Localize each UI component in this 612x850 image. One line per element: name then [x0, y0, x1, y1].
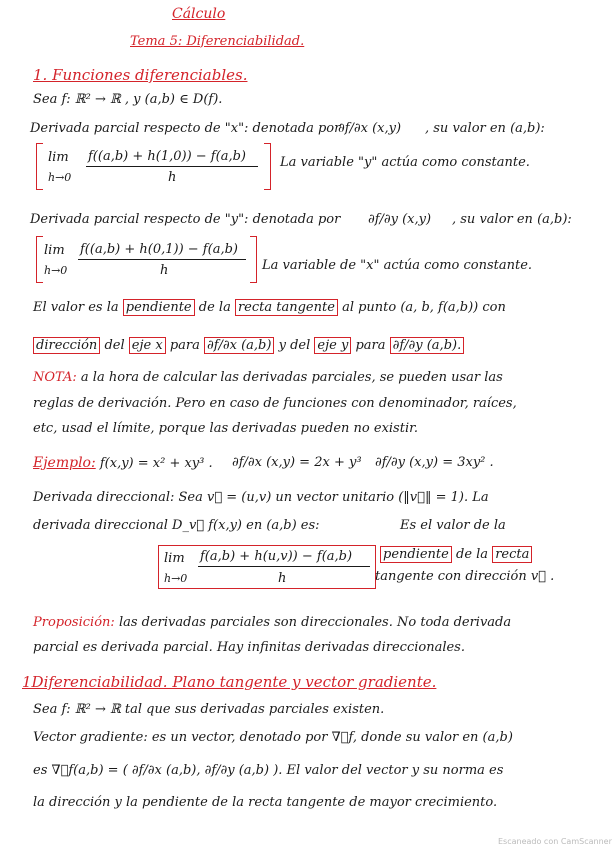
value-text-1a: El valor es la — [33, 300, 119, 315]
eje-y-box: eje y — [314, 337, 351, 354]
page-title: Cálculo — [172, 6, 226, 22]
directional-note-3: tangente con dirección v⃗ . — [375, 569, 555, 584]
dfdx-box: ∂f/∂x (a,b) — [204, 337, 274, 354]
gradient-line-1: Vector gradiente: es un vector, denotado por ∇⃗f, donde su valor en (a,b) — [33, 730, 513, 745]
proposicion-line-2: parcial es derivada parcial. Hay infinitas derivadas direccionales. — [33, 640, 465, 655]
direccion-box: dirección — [33, 337, 100, 354]
nota-line-3: etc, usad el límite, porque las derivadas pueden no existir. — [33, 421, 419, 436]
limit-x-lim: lim — [48, 150, 69, 165]
ejemplo-dfdx: ∂f/∂x (x,y) = 2x + y³ — [232, 455, 362, 470]
limit-y-fraction-line — [78, 259, 246, 260]
limit-y-denominator: h — [160, 263, 169, 278]
value-text-2d: para — [355, 338, 386, 353]
recta-tangente-box: recta tangente — [235, 299, 338, 316]
ejemplo-dfdy: ∂f/∂y (x,y) = 3xy² . — [375, 455, 494, 470]
partial-y-text: Derivada parcial respecto de "y": denotada por — [30, 212, 341, 227]
eje-x-box: eje x — [129, 337, 166, 354]
directional-note-2 — [380, 547, 532, 563]
directional-fraction-line — [198, 566, 370, 567]
scanner-watermark: Escaneado con CamScanner — [498, 837, 612, 846]
section-1-heading: 1. Funciones diferenciables. — [33, 66, 248, 84]
limit-x-numerator: f((a,b) + h(1,0)) − f(a,b) — [88, 149, 246, 164]
directional-line-2: derivada direccional D_v⃗ f(x,y) en (a,b) es: — [33, 518, 320, 533]
limit-x-denominator: h — [168, 170, 177, 185]
proposicion-label: Proposición: — [33, 615, 115, 630]
value-text-1c: al punto (a, b, f(a,b)) con — [342, 300, 506, 315]
limit-y-bracket-left — [36, 236, 43, 283]
limit-x-note: La variable "y" actúa como constante. — [280, 155, 530, 170]
page-subtitle: Tema 5: Diferenciabilidad. — [130, 34, 305, 49]
dfdy-box: ∂f/∂y (a,b). — [390, 337, 465, 354]
gradient-line-3: la dirección y la pendiente de la recta tangente de mayor crecimiento. — [33, 795, 498, 810]
value-text-2b: para — [169, 338, 200, 353]
limit-y-sub: h→0 — [44, 264, 68, 277]
limit-y-note: La variable de "x" actúa como constante. — [262, 258, 533, 273]
directional-denominator: h — [278, 571, 287, 586]
dir-note-de-la: de la — [456, 547, 489, 562]
value-text-2a: del — [104, 338, 125, 353]
limit-y-numerator: f((a,b) + h(0,1)) − f(a,b) — [80, 242, 238, 257]
ejemplo-line — [33, 455, 213, 472]
limit-x-bracket-left — [36, 143, 43, 190]
value-text-1 — [33, 300, 506, 316]
nota-line-1 — [33, 370, 503, 386]
directional-sub: h→0 — [164, 572, 188, 585]
gradient-line-2: es ∇⃗f(a,b) = ( ∂f/∂x (a,b), ∂f/∂y (a,b) ). El valor del vector y su norma es — [33, 763, 504, 778]
directional-numerator: f(a,b) + h(u,v)) − f(a,b) — [200, 549, 353, 564]
value-text-1b: de la — [198, 300, 231, 315]
limit-x-sub: h→0 — [48, 171, 72, 184]
partial-y-symbol: ∂f/∂y (x,y) — [368, 212, 432, 227]
section-1-intro: Sea f: ℝ² → ℝ , y (a,b) ∈ D(f). — [33, 92, 223, 107]
directional-note-1: Es el valor de la — [400, 518, 506, 533]
section-2-intro: Sea f: ℝ² → ℝ tal que sus derivadas parciales existen. — [33, 702, 385, 717]
limit-x-fraction-line — [86, 166, 258, 167]
value-text-2 — [33, 338, 464, 354]
limit-y-lim: lim — [44, 243, 65, 258]
directional-lim: lim — [164, 551, 185, 566]
nota-line-2: reglas de derivación. Pero en caso de funciones con denominador, raíces, — [33, 396, 517, 411]
nota-label: NOTA: — [33, 370, 77, 385]
directional-line-1: Derivada direccional: Sea v⃗ = (u,v) un vector unitario (‖v⃗‖ = 1). La — [33, 490, 489, 505]
dir-recta-box: recta — [492, 546, 532, 563]
value-text-2c: y del — [278, 338, 311, 353]
nota-text-1: a la hora de calcular las derivadas parciales, se pueden usar las — [80, 370, 503, 385]
partial-x-tail: , su valor en (a,b): — [425, 121, 545, 136]
pendiente-box: pendiente — [123, 299, 195, 316]
proposicion-text-1: las derivadas parciales son direccionales. No toda derivada — [118, 615, 512, 630]
limit-x-bracket-right — [264, 143, 271, 190]
dir-pendiente-box: pendiente — [380, 546, 452, 563]
partial-x-text: Derivada parcial respecto de "x": denotada por — [30, 121, 341, 136]
limit-y-bracket-right — [250, 236, 257, 283]
ejemplo-label: Ejemplo: — [33, 455, 96, 471]
section-2-heading: 1Diferenciabilidad. Plano tangente y vector gradiente. — [22, 673, 437, 691]
proposicion-line-1 — [33, 615, 511, 631]
partial-x-symbol: ∂f/∂x (x,y) — [338, 121, 402, 136]
ejemplo-function: f(x,y) = x² + xy³ . — [99, 456, 213, 471]
partial-y-tail: , su valor en (a,b): — [452, 212, 572, 227]
